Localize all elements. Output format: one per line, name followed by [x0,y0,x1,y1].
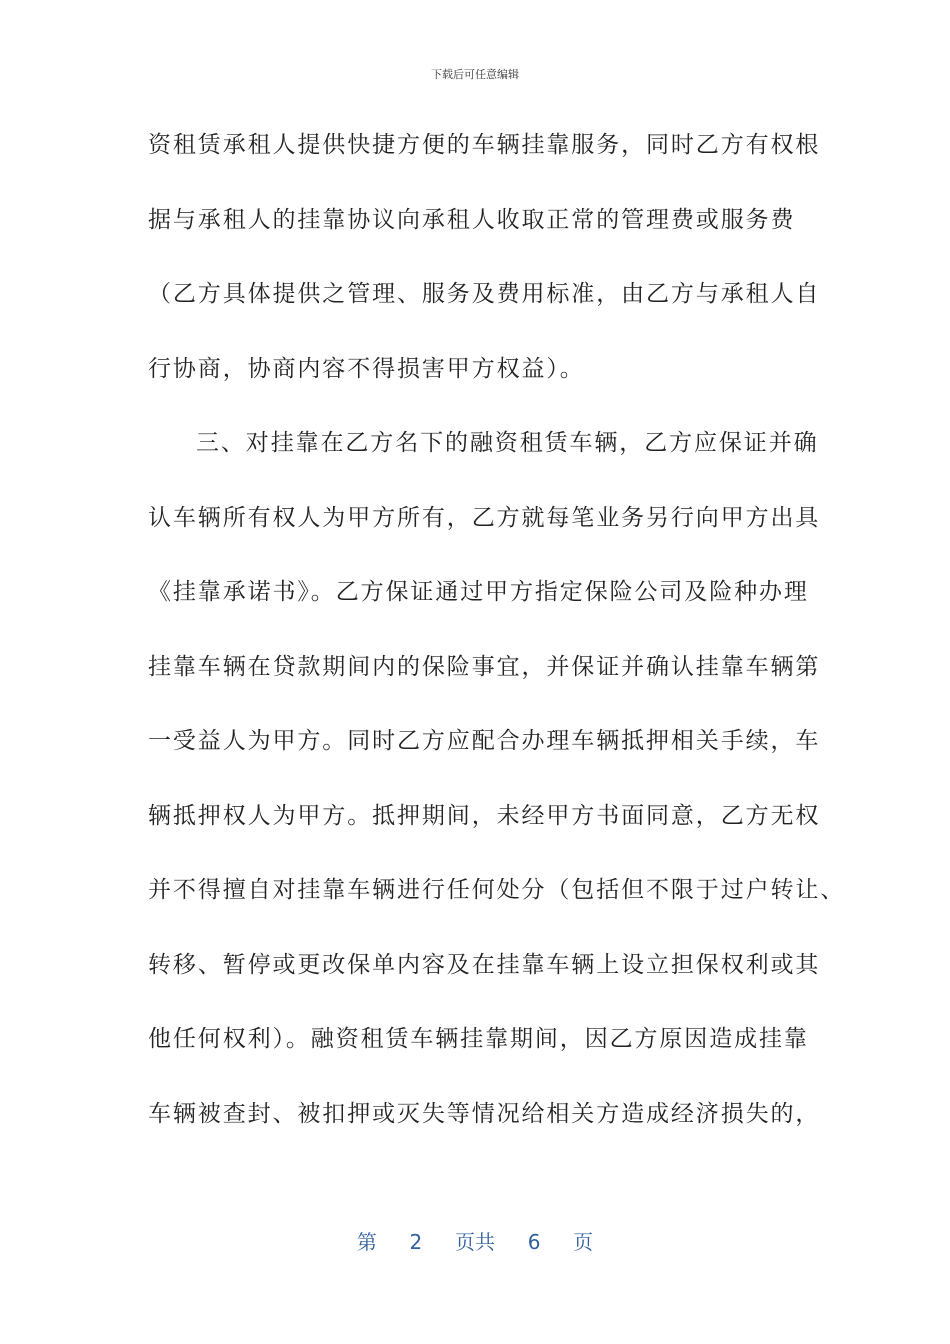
document-body [148,120,846,1163]
text-line: 他任何权利）。融资租赁车辆挂靠期间，因乙方原因造成挂靠 [148,1026,809,1052]
text-line: 行协商，协商内容不得损害甲方权益）。 [148,355,585,382]
text-line: 车辆被查封、被扣押或灭失等情况给相关方造成经济损失的， [148,1100,821,1127]
text-line: 转移、暂停或更改保单内容及在挂靠车辆上设立担保权利或其 [148,951,821,978]
paragraph-start-line: 三、对挂靠在乙方名下的融资租赁车辆，乙方应保证并确 [196,430,819,456]
page-footer-suffix: 页 [573,1230,594,1254]
text-line: 据与承租人的挂靠协议向承租人收取正常的管理费或服务费 [148,206,796,233]
text-line: 挂靠车辆在贷款期间内的保险事宜，并保证并确认挂靠车辆第 [148,653,821,680]
page-number: 2 [409,1230,423,1254]
text-line: （乙方具体提供之管理、服务及费用标准，由乙方与承租人自 [148,281,821,307]
text-line: 《挂靠承诺书》。乙方保证通过甲方指定保险公司及险种办理 [148,579,809,605]
page-footer-prefix: 第 [356,1230,377,1254]
text-line: 辆抵押权人为甲方。抵押期间，未经甲方书面同意，乙方无权 [148,802,821,829]
text-line: 并不得擅自对挂靠车辆进行任何处分（包括但不限于过户转让、 [148,877,846,903]
page-footer [0,1226,950,1255]
page-total: 6 [527,1230,541,1254]
text-line: 资租赁承租人提供快捷方便的车辆挂靠服务，同时乙方有权根 [148,132,821,158]
page-footer-middle: 页共 [455,1230,495,1254]
text-line: 认车辆所有权人为甲方所有，乙方就每笔业务另行向甲方出具 [148,504,821,531]
text-line: 一受益人为甲方。同时乙方应配合办理车辆抵押相关手续，车 [148,728,821,754]
page-header: 下载后可任意编辑 [431,68,519,81]
